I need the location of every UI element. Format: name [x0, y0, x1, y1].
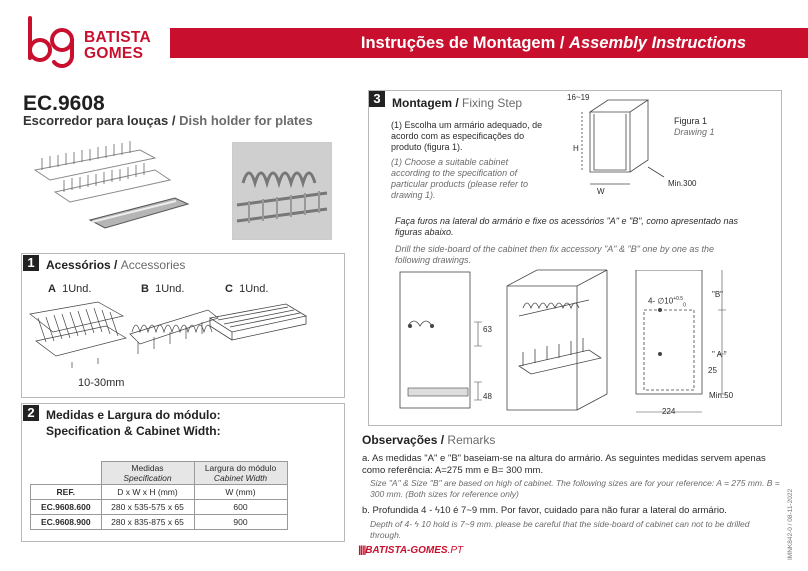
product-code: EC.9608 — [23, 92, 105, 115]
table-header-row — [31, 462, 288, 485]
dims-header: D x W x H (mm) — [101, 485, 194, 500]
hole-spec: 4- $\emptyset 10^{+0.5}_0$ — [648, 296, 686, 309]
document-code: IMNK842-0 / 08-11-2022 — [787, 488, 794, 560]
spec-title-pt: Medidas e Largura do módulo: — [46, 408, 221, 422]
remark-b-pt: b. Profundida 4 - ϟ10 é 7~9 mm. Por favor, cuidado para não furar a lateral do armário. — [362, 505, 727, 516]
plate-rack-a-drawing — [30, 302, 126, 356]
spec-title-en: Specification & Cabinet Width: — [46, 424, 221, 438]
detail-photo-drawing — [233, 143, 331, 239]
dim-min300: Min.300 — [668, 179, 697, 188]
ref-header: REF. — [31, 485, 102, 500]
dim-48: 48 — [483, 392, 492, 401]
table-subheader-row — [31, 485, 288, 500]
dim-height: H — [573, 144, 579, 153]
dim-224: 224 — [662, 407, 676, 416]
figure-label-pt: Figura 1 — [674, 116, 708, 126]
dim-min50: Min.50 — [709, 391, 734, 400]
remarks-title: Observações / Remarks — [362, 433, 496, 447]
document-title: Instruções de Montagem / Assembly Instructions — [360, 34, 746, 52]
step1-pt: (1) Escolha um armário adequado, de acordo com as especificações do produto (figura 1). — [391, 120, 543, 152]
section-number: 1 — [23, 255, 39, 271]
remark-a-en: Size "A" & Size "B" are based on high of cabinet. The following sizes are for your reference: A = 275 mm. B = 300 mm. (Both sizes for reference only) — [370, 478, 780, 499]
label-a: " A " — [712, 350, 727, 359]
label-b: "B" — [712, 290, 724, 299]
section-number: 3 — [369, 91, 385, 107]
brand-logo-mark — [22, 14, 80, 72]
accessories-drawings — [28, 296, 338, 376]
holes-en: Drill the side-board of the cabinet then fix accessory "A" & "B" one by one as the following drawings. — [395, 244, 714, 265]
accessory-a-label: A 1Und. — [48, 283, 92, 295]
dim-63: 63 — [483, 325, 492, 334]
spec-column-header: Medidas Specification — [101, 462, 194, 485]
plate-rack-b-drawing — [130, 310, 218, 354]
cabinet-installed-drawing — [505, 268, 611, 412]
accessory-c-label: C 1Und. — [225, 283, 269, 295]
detail-photo — [232, 142, 332, 240]
dim-25: 25 — [708, 366, 717, 375]
holes-pt: Faça furos na lateral do armário e fixe os acessórios "A" e "B", como apresentado nas figuras abaixo. — [395, 216, 738, 237]
spec-table — [30, 461, 288, 530]
tray-c-drawing — [210, 304, 306, 340]
accessories-title: Acessórios / Accessories — [46, 258, 186, 272]
fixing-title: Montagem / Fixing Step — [392, 96, 523, 110]
width-column-header: Largura do módulo Cabinet Width — [194, 462, 287, 485]
product-name: Escorredor para louças / Dish holder for plates — [23, 113, 313, 128]
side-board-drawing — [398, 270, 498, 412]
remark-b-en: Depth of 4- ϟ 10 hold is 7~9 mm. please be careful that the side-board of cabinet can not to be drilled through. — [370, 519, 750, 540]
dim-top: 16~19 — [567, 93, 590, 102]
dim-width: W — [597, 187, 605, 196]
table-row: EC.9608.600 280 x 535-575 x 65 600 — [31, 500, 288, 515]
width-header: W (mm) — [194, 485, 287, 500]
table-row: EC.9608.900 280 x 835-875 x 65 900 — [31, 515, 288, 530]
accessory-size-note: 10-30mm — [78, 377, 125, 389]
product-photo — [30, 140, 190, 235]
brand-name: BATISTA GOMES — [84, 29, 151, 62]
section-number: 2 — [23, 405, 39, 421]
step1-en: (1) Choose a suitable cabinet according to the specification of particular products (please refer to drawing 1). — [391, 157, 529, 200]
figure-label-en: Drawing 1 — [674, 127, 715, 137]
website-link[interactable]: ||||BATISTA-GOMES.PT — [358, 545, 464, 556]
remark-a-pt: a. As medidas "A" e "B" baseiam-se na altura do armário. As seguintes medidas servem apenas como referência: A=275 mm e B= 300 mm. — [362, 453, 766, 476]
accessory-b-label: B 1Und. — [141, 283, 185, 295]
